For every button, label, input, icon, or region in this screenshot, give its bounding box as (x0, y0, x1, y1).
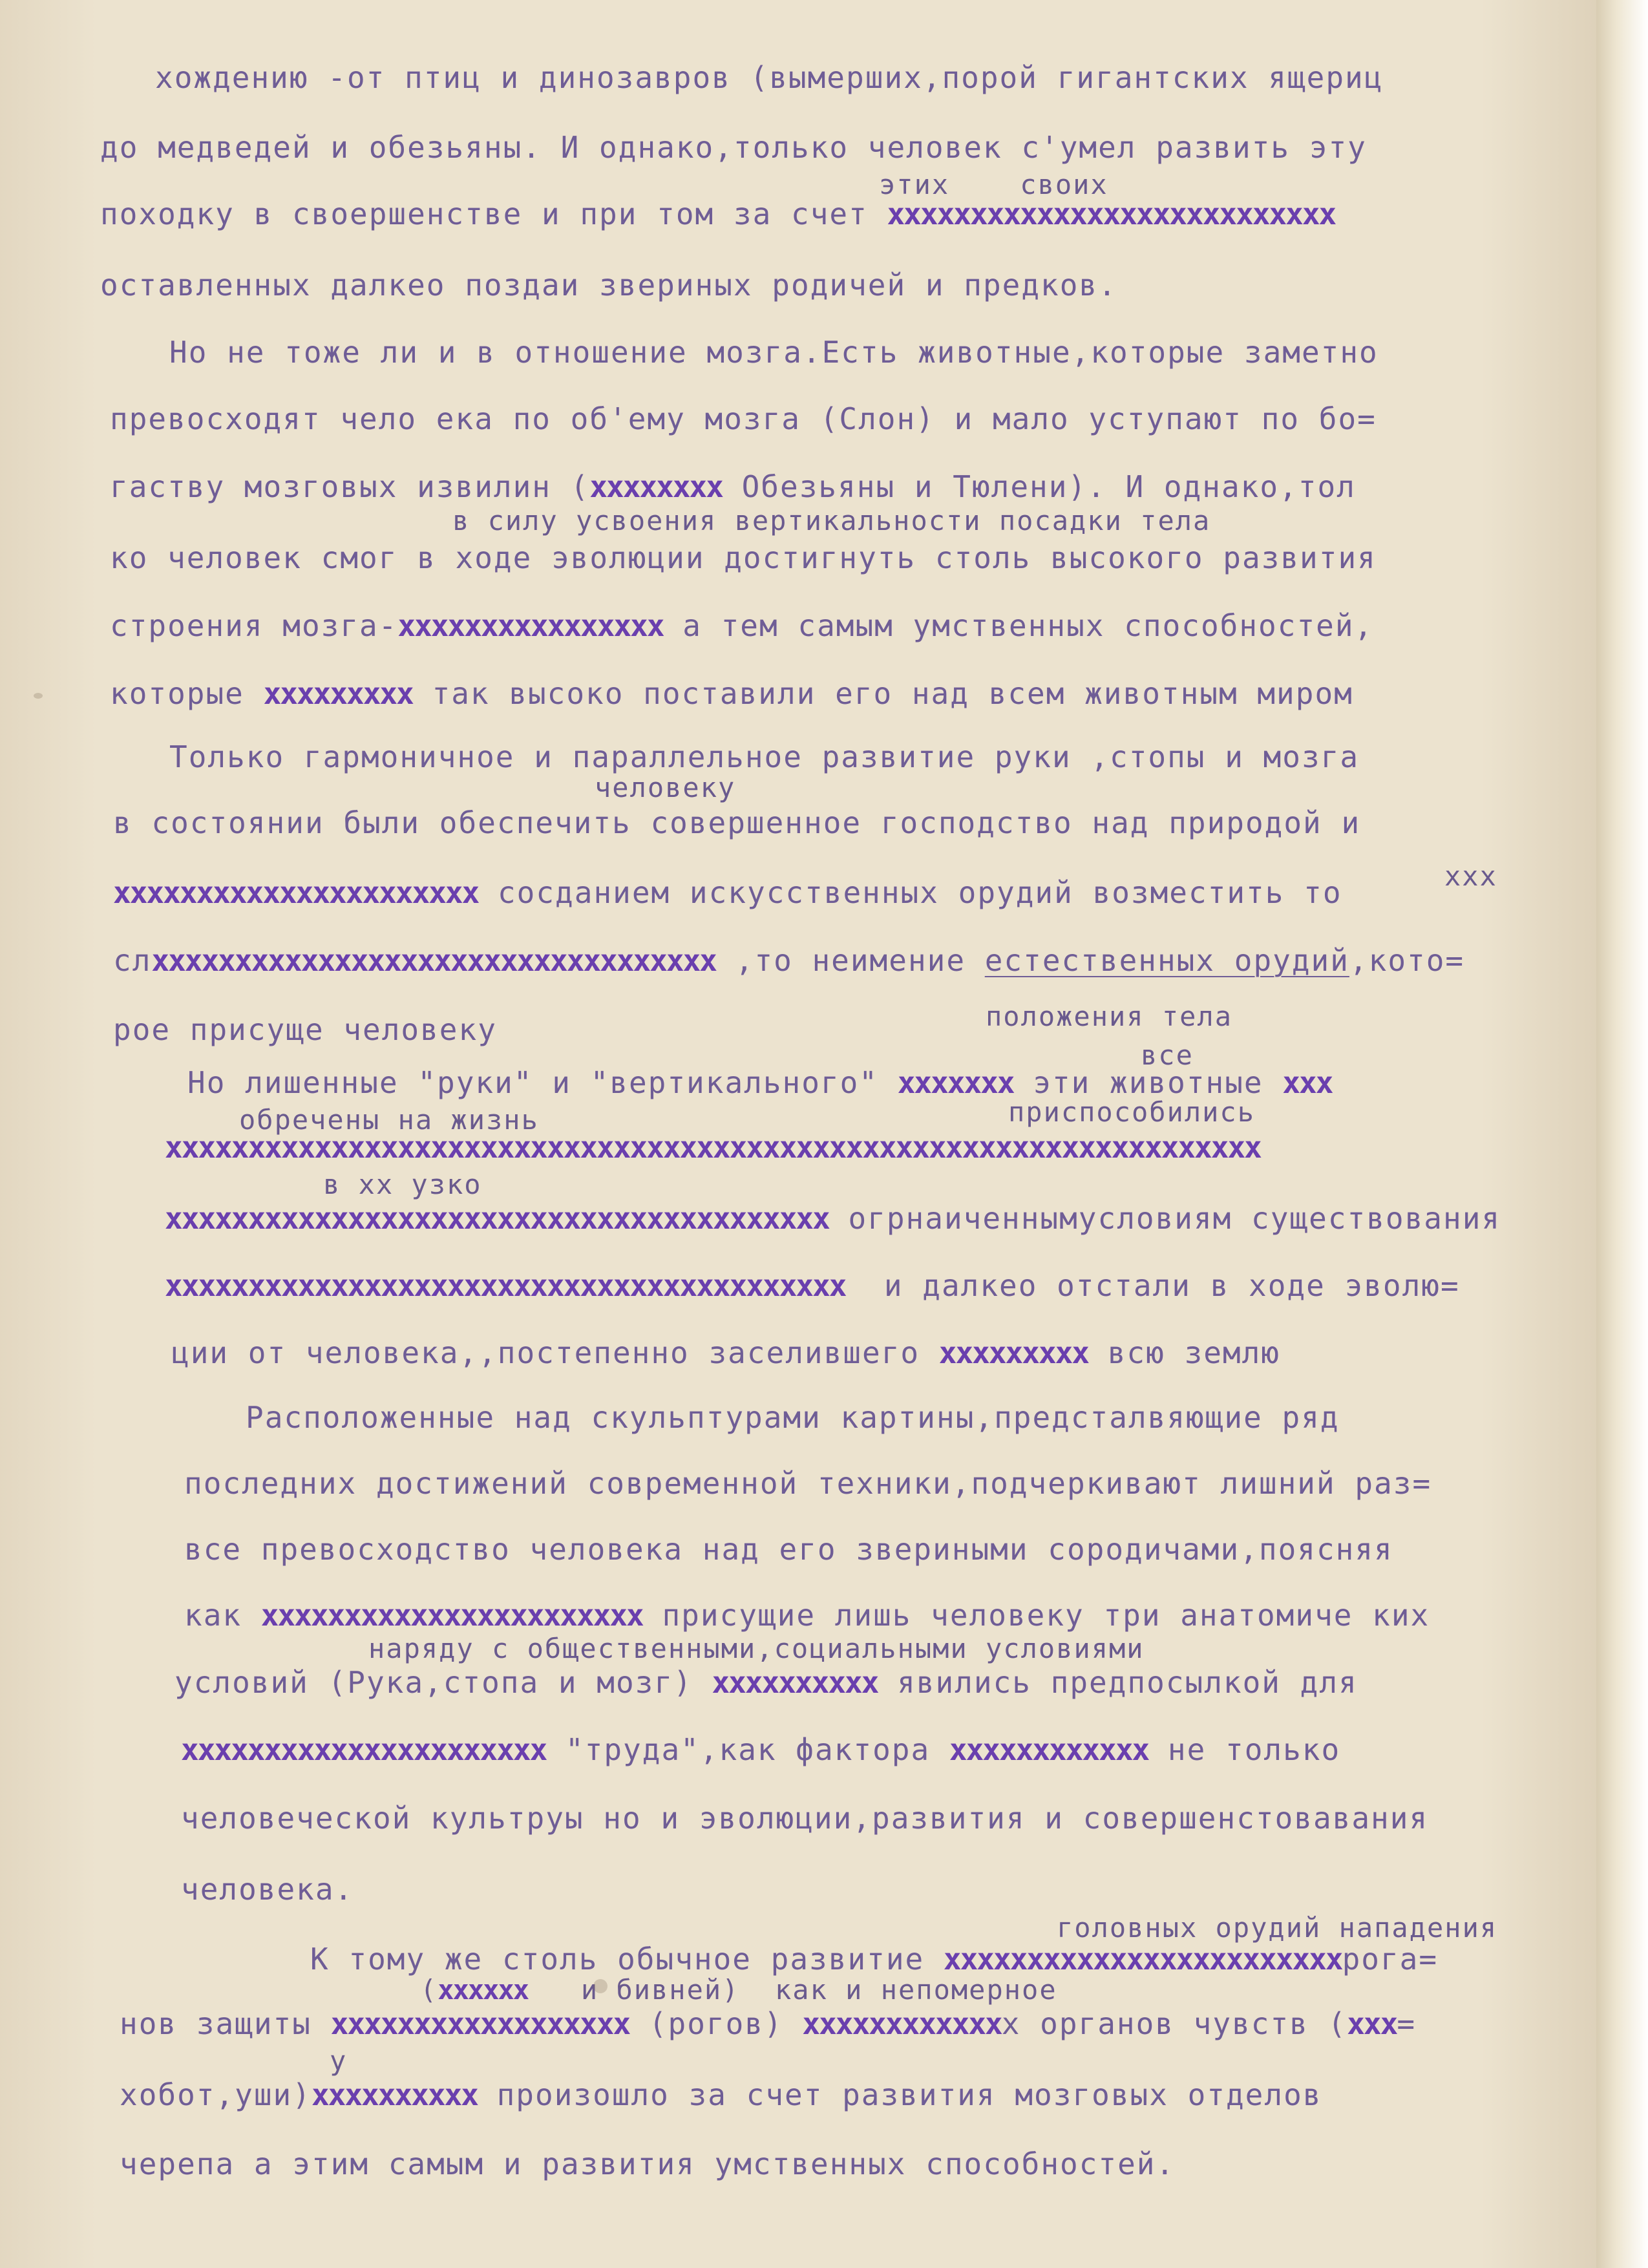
text-segment: присущие лишь человеку три анатомиче ких (642, 1598, 1430, 1633)
strikeout-segment: xxxxxxxxxxxxxxxxxxxxxx (113, 875, 479, 910)
text-segment: а тем самым умственных способностей, (663, 608, 1374, 643)
text-segment: так высоко поставили его над всем животным миром (412, 676, 1353, 711)
insertion-line: человеку (595, 772, 736, 803)
text-segment: огрнаиченнымусловиям существования (829, 1201, 1501, 1236)
text-line (187, 1065, 1333, 1100)
strikeout-segment: xxxxxxxxxxxxxxxxxxxxxxxxxxxxxxxxxx (151, 943, 716, 978)
text-line: Но не тоже ли и в отношение мозга.Есть животные,которые заметно (169, 335, 1379, 370)
strikeout-segment: xxxxxxxxxxxx (802, 2006, 1002, 2041)
text-segment: сосданием искусственных орудий возместить то (478, 875, 1342, 910)
text-line (181, 1732, 1341, 1767)
strikeout-segment: xxxxxxxxxxxxxxxx (397, 608, 664, 643)
text-segment: всю землю (1088, 1335, 1280, 1370)
text-line: превосходят чело ека по об'ему мозга (Слон) и мало уступают по бо= (110, 401, 1377, 436)
text-segment: К тому же столь обычное развитие (310, 1942, 944, 1977)
text-segment: сл (113, 943, 152, 978)
insertion-line (420, 1974, 1057, 2006)
insertion-line: все (1141, 1039, 1194, 1071)
text-segment: рога= (1342, 1942, 1439, 1977)
text-segment: ции от человека,,постепенно заселившего (171, 1335, 939, 1370)
strikeout-segment: xxxxxxxxx (263, 676, 413, 711)
text-line (110, 469, 1356, 504)
text-segment: эти животные (1013, 1065, 1283, 1100)
insertion-line: в xx узко (323, 1169, 482, 1200)
text-segment: Но лишенные "руки" и "вертикального" (187, 1065, 898, 1100)
text-segment: гаству мозговых извилин ( (110, 469, 590, 504)
text-segment: и далкео отстали в ходе эволю= (845, 1268, 1460, 1303)
insertion-line: головных орудий нападения (1057, 1912, 1498, 1944)
text-segment: ,то неимение (716, 943, 985, 978)
insertion-line: этих своих (879, 169, 1108, 200)
strikeout-segment: xxxxxxxxxxxxxxxxxx (330, 2006, 630, 2041)
text-segment: х органов чувств ( (1001, 2006, 1347, 2041)
strikeout-segment: xxxxxxxxxxxxxxxxxxxxxxxxxxx (887, 196, 1336, 231)
strikeout-segment: xxxxxx (438, 1974, 529, 2006)
text-line: ко человек смог в ходе эволюции достигнуть столь высокого развития (110, 540, 1377, 575)
insertion-line: ххх (1444, 860, 1497, 892)
text-segment: хобот,уши) (120, 2077, 312, 2112)
strikeout-segment: xxxxxxxxxxxxxxxxxxxxxx (181, 1732, 547, 1767)
strikeout-segment: xxxxxxxx (589, 469, 723, 504)
text-line: оставленных далкео поздаи звериных родичей и предков. (100, 268, 1117, 302)
text-segment: "труда",как фактора (546, 1732, 949, 1767)
insertion-line: положения тела (986, 1001, 1233, 1032)
text-line: в состоянии были обеспечить совершенное господство над природой и (113, 805, 1361, 840)
strikeout-segment: xxx (1347, 2006, 1397, 2041)
ink-smudge (34, 693, 43, 699)
text-line (120, 2077, 1322, 2112)
text-line (113, 943, 1465, 978)
text-segment: явились предпосылкой для (878, 1665, 1358, 1700)
insertion-line: наряду с общественными,социальными условиями (368, 1633, 1145, 1664)
text-line (113, 875, 1342, 910)
text-line: человеческой культруы но и эволюции,развития и совершенстовавания (181, 1801, 1429, 1836)
text-segment: не только (1148, 1732, 1341, 1767)
insertion-line: обречены на жизнь (239, 1104, 539, 1136)
text-segment: ( (420, 1974, 438, 2006)
strikeout-segment: xxxxxxxxxxxxxxxxxxxxxxxxxxxxxxxxxxxxxxxx (165, 1201, 829, 1236)
text-line (165, 1268, 1460, 1303)
text-line (174, 1665, 1358, 1700)
text-segment: условий (Рука,стопа и мозг) (174, 1665, 712, 1700)
strikeout-segment: xxxxxxxxx (938, 1335, 1089, 1370)
insertion-line: в силу усвоения вертикальности посадки тела (452, 505, 1211, 536)
text-line (165, 1201, 1501, 1236)
text-line (184, 1598, 1430, 1633)
text-segment: произошло за счет развития мозговых отделов (477, 2077, 1322, 2112)
strikeout-segment: xxxxxxxxxx (712, 1665, 878, 1700)
text-segment: ,кото= (1349, 943, 1465, 978)
text-line: рое присуще человеку (113, 1012, 497, 1047)
text-segment: походку в своершенстве и при том за счет (100, 196, 868, 231)
strikeout-line: xxxxxxxxxxxxxxxxxxxxxxxxxxxxxxxxxxxxxxxxxxxxxxxxxxxxxxxxxxxxxxxxxx (165, 1130, 1261, 1165)
text-segment: Обезьяны и Тюлени). И однако,тол (722, 469, 1356, 504)
text-segment: (рогов) (629, 2006, 803, 2041)
underlined-segment: естественных орудий (984, 943, 1349, 978)
strikeout-segment: xxx (1282, 1065, 1333, 1100)
text-line (171, 1335, 1280, 1370)
text-segment: = (1397, 2006, 1417, 2041)
insertion-line: у (330, 2045, 348, 2077)
text-line: человека. (181, 1872, 354, 1907)
text-line: до медведей и обезьяны. И однако,только человек с'умел развить эту (100, 130, 1367, 165)
text-segment: как (184, 1598, 261, 1633)
strikeout-segment: xxxxxxxxxxxx (949, 1732, 1149, 1767)
text-segment: нов защиты (120, 2006, 331, 2041)
insertion-line: приспособились (1008, 1096, 1256, 1128)
text-line: хождению -от птиц и динозавров (вымерших,порой гигантских ящериц (155, 60, 1384, 95)
strikeout-segment: xxxxxxx (897, 1065, 1014, 1100)
text-line (110, 608, 1374, 643)
text-line (120, 2006, 1417, 2041)
text-line: Только гармоничное и параллельное развитие руки ,стопы и мозга (169, 739, 1360, 774)
text-line: все превосходство человека над его звериными сородичами,поясняя (184, 1532, 1393, 1567)
strikeout-segment: xxxxxxxxxxxxxxxxxxxxxxxxxxxxxxxxxxxxxxxxx (165, 1268, 846, 1303)
text-segment: строения мозга- (110, 608, 398, 643)
strikeout-segment: xxxxxxxxxxxxxxxxxxxxxxxx (943, 1942, 1342, 1977)
text-line (100, 196, 1336, 231)
text-line (310, 1942, 1439, 1977)
text-line: Расположенные над скульптурами картины,предсталвяющие ряд (246, 1400, 1340, 1435)
text-segment: и бивней) как и непомерное (528, 1974, 1057, 2006)
text-segment: которые (110, 676, 264, 711)
text-line (110, 676, 1353, 711)
strikeout-segment: xxxxxxxxxx (311, 2077, 478, 2112)
strikeout-segment: xxxxxxxxxxxxxxxxxxxxxxx (260, 1598, 643, 1633)
ink-smudge (593, 1979, 607, 1993)
text-line: последних достижений современной техники,подчеркивают лишний раз= (184, 1466, 1432, 1501)
text-line: черепа а этим самым и развития умственных способностей. (120, 2146, 1176, 2181)
scan-edge (1596, 0, 1648, 2268)
